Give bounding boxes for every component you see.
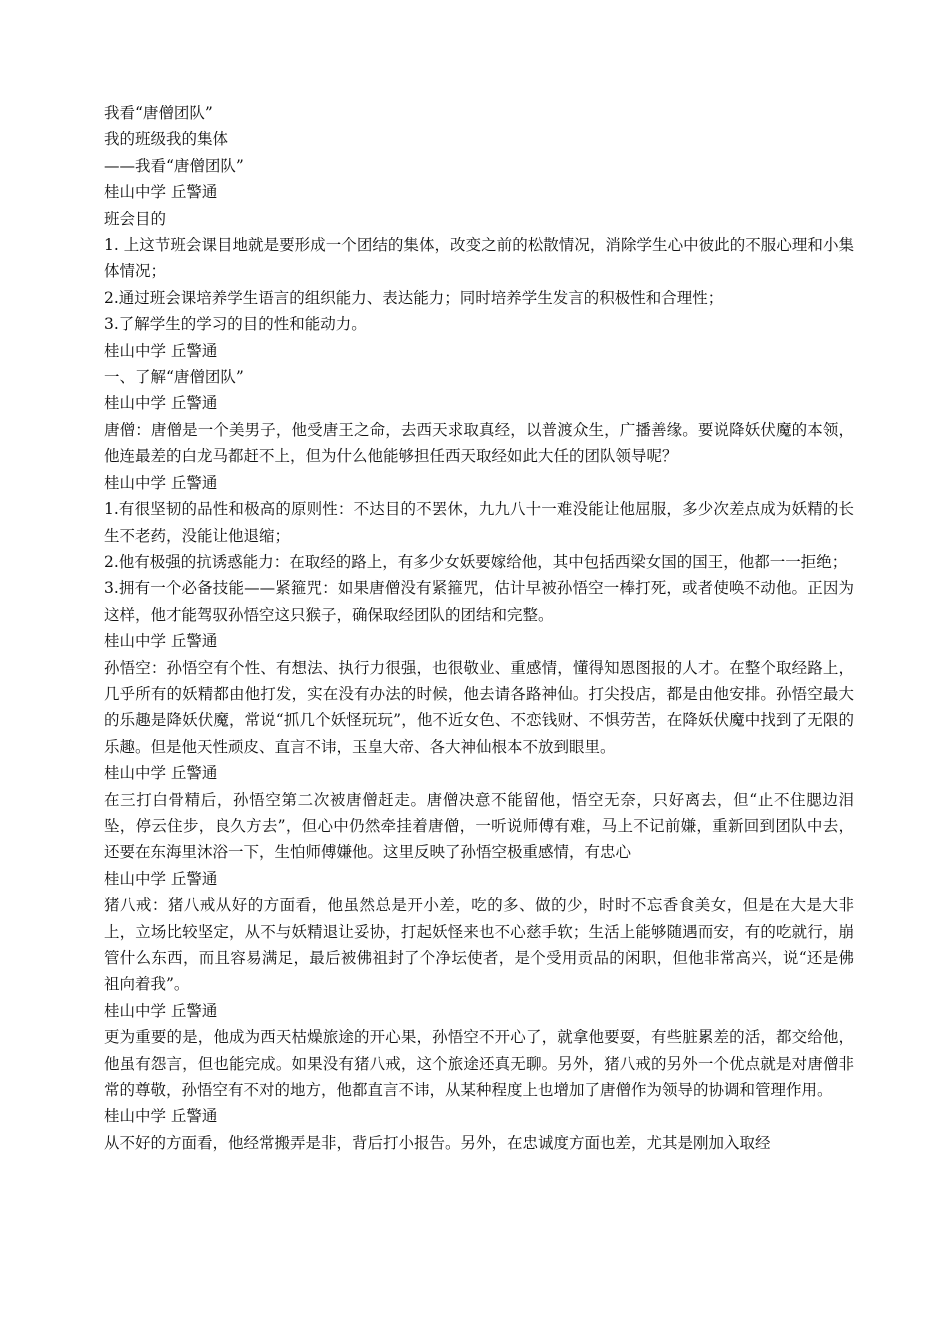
paragraph: 猪八戒：猪八戒从好的方面看，他虽然总是开小差，吃的多、做的少，时时不忘香食美女，但是在大是大非上，立场比较坚定，从不与妖精退让妥协，打起妖怪来也不心慈手软；生活上能够随遇而安，有的吃就行，崩管什么东西，而且容易满足，最后被佛祖封了个净坛使者，是个受用贡品的闲职，但他非常高兴，说“还是佛祖向着我”。 xyxy=(104,896,854,994)
document-body xyxy=(104,100,854,1156)
author-line: 桂山中学 丘警通 xyxy=(104,183,218,202)
paragraph: 1. 上这节班会课目地就是要形成一个团结的集体，改变之前的松散情况，消除学生心中彼此的不服心理和小集体情况； xyxy=(104,236,854,281)
document-subheading: ——我看“唐僧团队” xyxy=(104,156,244,175)
section-heading: 班会目的 xyxy=(104,209,167,228)
paragraph: 3.拥有一个必备技能——紧箍咒：如果唐僧没有紧箍咒，估计早被孙悟空一棒打死，或者使唤不动他。正因为这样，他才能驾驭孙悟空这只猴子，确保取经团队的团结和完整。 xyxy=(104,579,854,624)
paragraph: 唐僧：唐僧是一个美男子，他受唐王之命，去西天求取真经，以普渡众生，广播善缘。要说降妖伏魔的本领，他连最差的白龙马都赶不上，但为什么他能够担任西天取经如此大任的团队领导呢？ xyxy=(104,420,854,466)
author-line: 桂山中学 丘警通 xyxy=(104,473,218,492)
paragraph: 更为重要的是，他成为西天枯燥旅途的开心果，孙悟空不开心了，就拿他要耍，有些脏累差的活，都交给他，他虽有怨言，但也能完成。如果没有猪八戒，这个旅途还真无聊。另外，猪八戒的另外一个优点就是对唐僧非常的尊敬，孙悟空有不对的地方，他都直言不讳，从某种程度上也增加了唐僧作为领导的协调和管理作用。 xyxy=(104,1028,854,1100)
author-line: 桂山中学 丘警通 xyxy=(104,1107,218,1126)
paragraph: 在三打白骨精后，孙悟空第二次被唐僧赶走。唐僧决意不能留他，悟空无奈，只好离去，但“止不住腮边泪坠，停云住步，良久方去”，但心中仍然牵挂着唐僧，一听说师傅有难，马上不记前嫌，重新回到团队中去，还要在东海里沐浴一下，生怕师傅嫌他。这里反映了孙悟空极重感情，有忠心 xyxy=(104,790,854,862)
paragraph: 3.了解学生的学习的目的性和能动力。 xyxy=(104,315,367,334)
paragraph: 孙悟空：孙悟空有个性、有想法、执行力很强，也很敬业、重感情，懂得知恩图报的人才。在整个取经路上，几乎所有的妖精都由他打发，实在没有办法的时候，他去请各路神仙。打尖投店，都是由他安排。孙悟空最大的乐趣是降妖伏魔，常说“抓几个妖怪玩玩”，他不近女色、不恋钱财、不惧劳苦，在降妖伏魔中找到了无限的乐趣。但是他天性顽皮、直言不讳，玉皇大帝、各大神仙根本不放到眼里。 xyxy=(104,658,854,756)
author-line: 桂山中学 丘警通 xyxy=(104,394,218,413)
document-title: 我看“唐僧团队” xyxy=(104,104,213,122)
document-subtitle: 我的班级我的集体 xyxy=(104,130,229,149)
author-line: 桂山中学 丘警通 xyxy=(104,869,218,888)
author-line: 桂山中学 丘警通 xyxy=(104,1001,218,1020)
paragraph: 从不好的方面看，他经常搬弄是非，背后打小报告。另外，在忠诚度方面也差，尤其是刚加入取经 xyxy=(104,1133,771,1152)
author-line: 桂山中学 丘警通 xyxy=(104,632,218,651)
section-heading: 一、了解“唐僧团队” xyxy=(104,368,244,387)
paragraph: 2.他有极强的抗诱惑能力：在取经的路上，有多少女妖要嫁给他，其中包括西梁女国的国王，他都一一拒绝； xyxy=(104,552,848,571)
author-line: 桂山中学 丘警通 xyxy=(104,341,218,360)
paragraph: 1.有很坚韧的品性和极高的原则性：不达目的不罢休，九九八十一难没能让他屈服，多少次差点成为妖精的长生不老药，没能让他退缩； xyxy=(104,500,854,545)
author-line: 桂山中学 丘警通 xyxy=(104,764,218,783)
paragraph: 2.通过班会课培养学生语言的组织能力、表达能力；同时培养学生发言的积极性和合理性； xyxy=(104,288,724,307)
